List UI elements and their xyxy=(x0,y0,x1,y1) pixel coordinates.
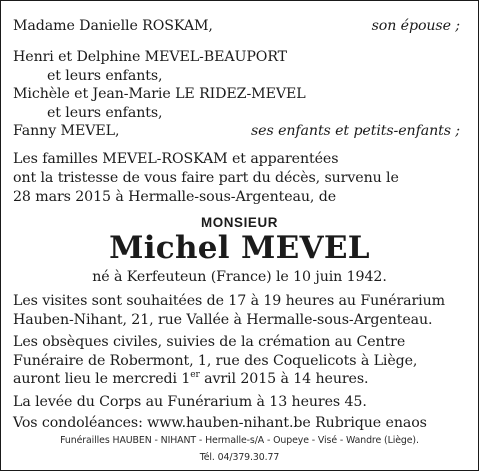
funeral-line-1: Les obsèques civiles, suivies de la crémation au Centre xyxy=(13,334,406,350)
child-line-5: Fanny MEVEL, xyxy=(13,123,120,140)
announcement-line-1: Les familles MEVEL-ROSKAM et apparentées xyxy=(13,151,339,167)
lifting-info: La levée du Corps au Funérarium à 13 heures 45. xyxy=(13,393,367,410)
child-line-3: Michèle et Jean-Marie LE RIDEZ-MEVEL xyxy=(13,86,306,103)
child-line-1: Henri et Delphine MEVEL-BEAUPORT xyxy=(13,49,288,65)
funeral-line-2: Funéraire de Robermont, 1, rue des Coquelicots à Liège, xyxy=(13,352,418,369)
deceased-name: Michel MEVEL xyxy=(109,230,370,266)
child-line-4: et leurs enfants, xyxy=(47,104,163,121)
condolences-info: Vos condoléances: www.hauben-nihant.be Rubrique enaos xyxy=(13,415,427,431)
footer-line-2: Tél. 04/379.30.77 xyxy=(199,452,280,463)
spouse-role: son épouse ; xyxy=(371,18,460,34)
funeral-date-main: auront lieu le mercredi 1 xyxy=(13,371,191,388)
funeral-date-ordinal: er xyxy=(190,370,200,381)
visits-line-1: Les visites sont souhaitées de 17 à 19 heures au Funérarium xyxy=(13,293,446,309)
announcement-line-3: 28 mars 2015 à Hermalle-sous-Argenteau, de xyxy=(13,188,337,205)
funeral-date-rest: avril 2015 à 14 heures. xyxy=(199,371,369,388)
birth-info: né à Kerfeuteun (France) le 10 juin 1942. xyxy=(92,269,387,285)
child-line-2: et leurs enfants, xyxy=(47,67,163,84)
funeral-date xyxy=(13,370,368,389)
visits-line-2: Hauben-Nihant, 21, rue Vallée à Hermalle-sous-Argenteau. xyxy=(13,311,433,328)
spouse-name: Madame Danielle ROSKAM, xyxy=(13,18,213,34)
announcement-line-2: ont la tristesse de vous faire part du décès, survenu le xyxy=(13,170,399,186)
honorific: MONSIEUR xyxy=(201,215,278,230)
footer-line-1: Funérailles HAUBEN - NIHANT - Hermalle-s/A - Oupeye - Visé - Wandre (Liège). xyxy=(60,435,419,446)
children-role: ses enfants et petits-enfants ; xyxy=(251,123,460,140)
